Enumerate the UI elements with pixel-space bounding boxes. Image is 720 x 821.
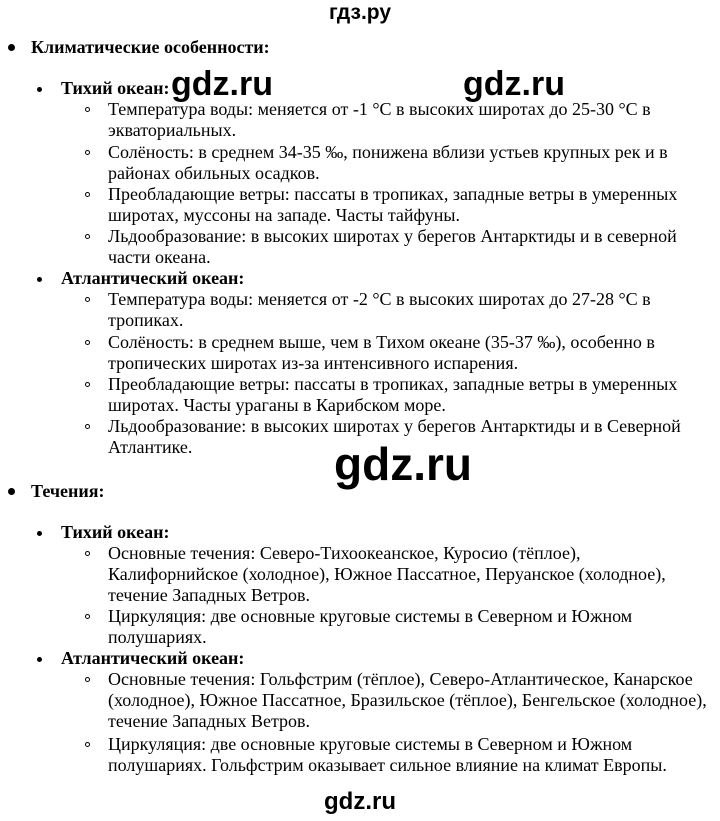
circle-bullet-icon (85, 742, 90, 747)
circle-bullet-icon (85, 424, 90, 429)
circle-bullet-icon (85, 340, 90, 345)
bullet-icon (8, 44, 15, 51)
subsection-heading: Тихий океан: (61, 522, 170, 542)
circle-bullet-icon (85, 234, 90, 239)
subsection-heading: Атлантический океан: (61, 648, 245, 668)
bullet-icon (37, 87, 42, 92)
bullet-icon (8, 488, 15, 495)
circle-bullet-icon (85, 614, 90, 619)
watermark-middle: gdz.ru (334, 438, 472, 490)
bullet-icon (37, 277, 42, 282)
circle-bullet-icon (85, 297, 90, 302)
section-heading: Течения: (31, 481, 105, 501)
bullet-icon (37, 657, 42, 662)
watermark-inline-b: gdz.ru (463, 65, 565, 103)
circle-bullet-icon (85, 551, 90, 556)
watermark-bottom: gdz.ru (324, 788, 396, 815)
circle-bullet-icon (85, 107, 90, 112)
bullet-icon (37, 531, 42, 536)
subsection-heading: Атлантический океан: (61, 268, 245, 288)
circle-bullet-icon (85, 192, 90, 197)
watermark-top: гдз.ру (328, 1, 392, 24)
watermark-inline-a: gdz.ru (171, 65, 273, 103)
section-heading: Климатические особенности: (31, 37, 270, 57)
subsection-heading: Тихий океан: (61, 78, 170, 98)
circle-bullet-icon (85, 150, 90, 155)
circle-bullet-icon (85, 677, 90, 682)
circle-bullet-icon (85, 382, 90, 387)
